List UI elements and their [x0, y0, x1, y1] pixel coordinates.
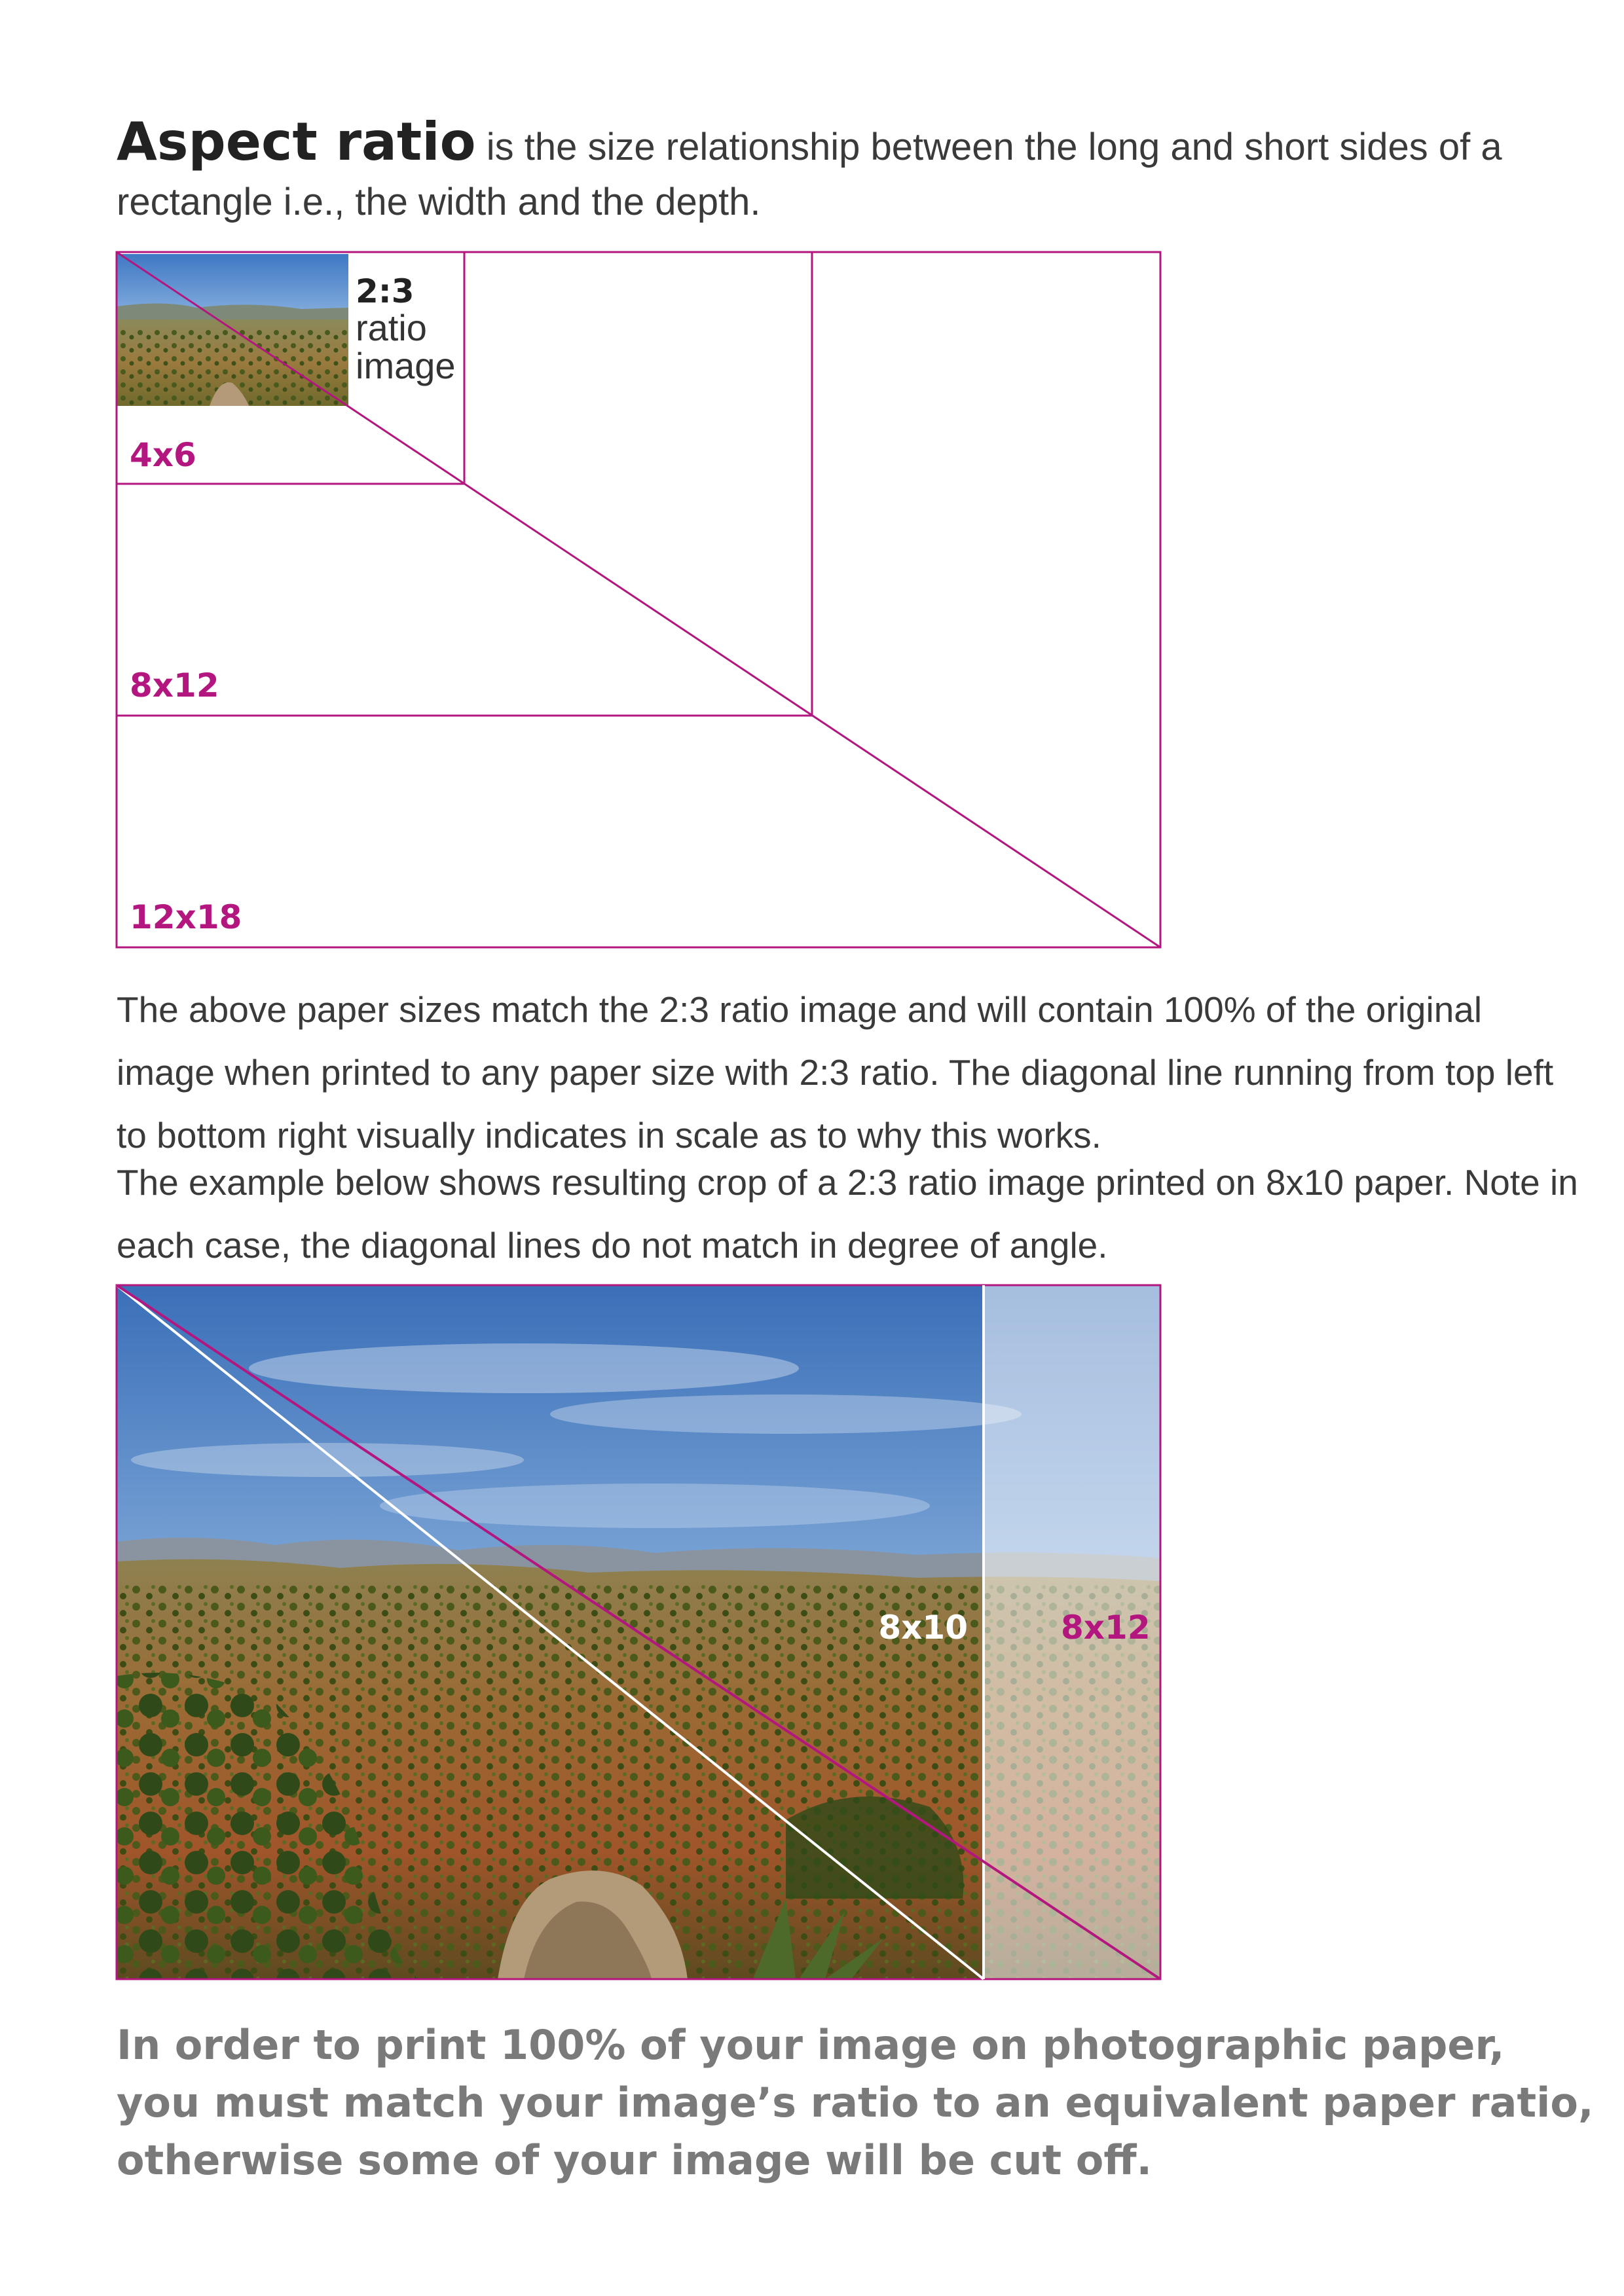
label-8x12: 8x12	[130, 666, 219, 704]
ratio-caption-strong: 2:3	[356, 272, 415, 310]
label-12x18: 12x18	[130, 898, 242, 936]
intro-text: is the size relationship between the long and short sides of a rectangle i.e., the width and the depth.	[117, 126, 1502, 223]
aspect-ratio-term: Aspect ratio	[117, 111, 476, 172]
label-8x10: 8x10	[878, 1609, 968, 1647]
example-paragraph: The example below shows resulting crop of a 2:3 ratio image printed on 8x10 paper. Note in each case, the diagonal lines do not match in degree of angle.	[117, 1162, 1578, 1266]
ratio-caption-line2: ratio	[356, 307, 427, 348]
closing-statement: In order to print 100% of your image on photographic paper, you must match your image’s ratio to an equivalent paper ratio, otherwise some of your image will be cut off.	[117, 2021, 1594, 2184]
ratio-caption-line3: image	[356, 345, 456, 386]
label-4x6: 4x6	[130, 436, 196, 474]
label-8x12-photo: 8x12	[1061, 1609, 1151, 1647]
explanation-paragraph: The above paper sizes match the 2:3 ratio image and will contain 100% of the original image when printed to any paper size with 2:3 ratio. The diagonal line running from top left to bottom right visually indicates in scale as to why this works.	[117, 989, 1554, 1156]
